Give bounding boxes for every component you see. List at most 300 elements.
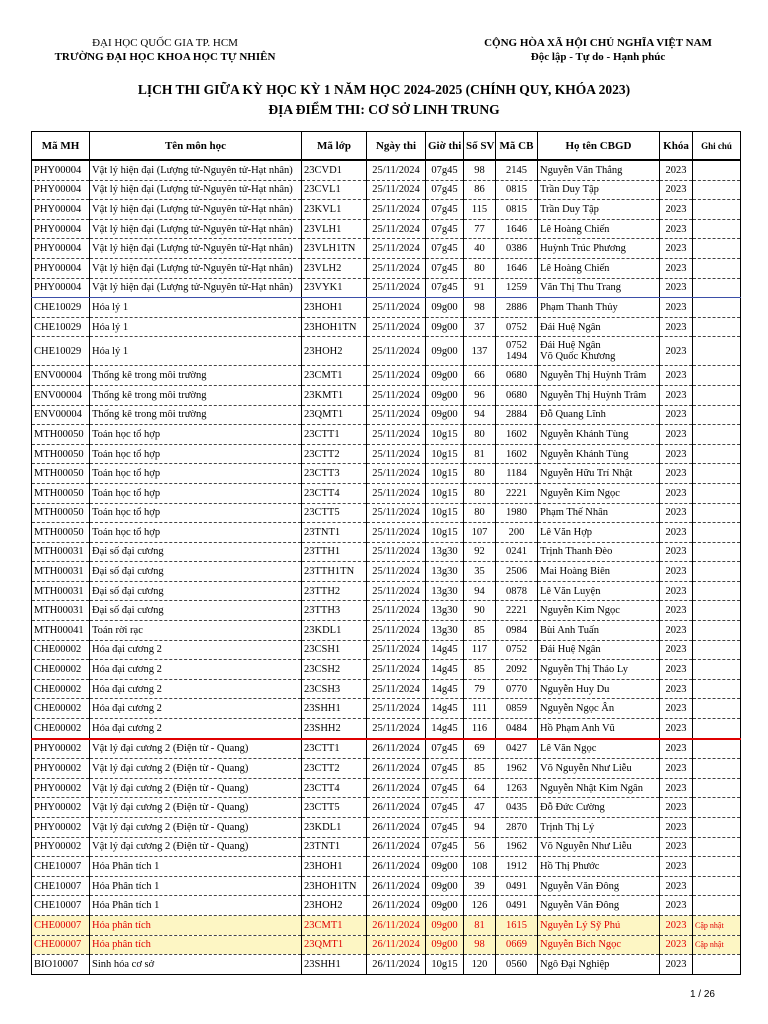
cell-staff-code: 0484 [496, 719, 538, 739]
cell-lecturer-name [538, 337, 660, 366]
cell-lecturer-name: Đỗ Quang Lĩnh [538, 405, 660, 425]
cell-exam-date: 26/11/2024 [367, 857, 426, 877]
cell-staff-code [496, 337, 538, 366]
table-row [32, 180, 741, 200]
cell-class-code: 23CTT3 [302, 464, 367, 484]
cell-exam-date: 26/11/2024 [367, 759, 426, 779]
table-row [32, 503, 741, 523]
cell-exam-date: 25/11/2024 [367, 425, 426, 445]
cell-note [693, 258, 741, 278]
cell-note [693, 542, 741, 562]
cell-exam-time: 10g15 [426, 523, 464, 543]
table-row [32, 778, 741, 798]
cell-exam-date: 25/11/2024 [367, 239, 426, 259]
cell-lecturer-name: Nguyễn Kim Ngọc [538, 483, 660, 503]
column-header-class-code: Mã lớp [302, 132, 367, 161]
cell-class-code: 23CTT5 [302, 798, 367, 818]
cell-class-code: 23CSH1 [302, 640, 367, 660]
table-row [32, 837, 741, 857]
table-row [32, 679, 741, 699]
table-row [32, 425, 741, 445]
cell-exam-date: 26/11/2024 [367, 837, 426, 857]
cell-cohort: 2023 [660, 798, 693, 818]
cell-class-code: 23KMT1 [302, 385, 367, 405]
table-row [32, 581, 741, 601]
cell-staff-code: 0815 [496, 200, 538, 220]
cell-exam-time: 07g45 [426, 818, 464, 838]
cell-subject-code: PHY00004 [32, 219, 90, 239]
cell-subject-name: Vật lý hiện đại (Lượng tử-Nguyên tử-Hạt nhân) [90, 239, 302, 259]
country-name: CỘNG HÒA XÃ HỘI CHỦ NGHĨA VIỆT NAM [484, 37, 712, 49]
cell-lecturer-name: Nguyễn Văn Đông [538, 876, 660, 896]
cell-subject-code: MTH00031 [32, 542, 90, 562]
cell-cohort: 2023 [660, 778, 693, 798]
cell-student-count: 80 [464, 483, 496, 503]
cell-exam-date: 25/11/2024 [367, 699, 426, 719]
cell-cohort: 2023 [660, 337, 693, 366]
cell-class-code: 23CMT1 [302, 366, 367, 386]
column-header-cohort: Khóa [660, 132, 693, 161]
table-row [32, 483, 741, 503]
cell-staff-code: 1184 [496, 464, 538, 484]
cell-lecturer-name: Phạm Thanh Thủy [538, 298, 660, 318]
cell-cohort: 2023 [660, 405, 693, 425]
cell-subject-name: Vật lý đại cương 2 (Điện từ - Quang) [90, 739, 302, 759]
cell-class-code: 23KDL1 [302, 818, 367, 838]
cell-exam-time: 07g45 [426, 239, 464, 259]
cell-note [693, 200, 741, 220]
cell-staff-code: 1962 [496, 837, 538, 857]
cell-subject-code: ENV00004 [32, 385, 90, 405]
cell-staff-code: 0241 [496, 542, 538, 562]
cell-subject-name: Hóa đại cương 2 [90, 640, 302, 660]
cell-subject-code: PHY00004 [32, 278, 90, 298]
cell-note [693, 581, 741, 601]
cell-student-count: 116 [464, 719, 496, 739]
cell-subject-code: MTH00050 [32, 444, 90, 464]
cell-subject-code: PHY00002 [32, 818, 90, 838]
cell-class-code: 23HOH2 [302, 896, 367, 916]
cell-subject-code: BIO10007 [32, 955, 90, 975]
cell-lecturer-name: Phạm Thế Nhân [538, 503, 660, 523]
table-row [32, 601, 741, 621]
cell-lecturer-name: Trần Duy Tập [538, 180, 660, 200]
cell-note [693, 385, 741, 405]
cell-class-code: 23SHH2 [302, 719, 367, 739]
cell-lecturer-name: Huỳnh Trúc Phương [538, 239, 660, 259]
cell-exam-time: 13g30 [426, 621, 464, 641]
cell-note [693, 739, 741, 759]
cell-exam-time: 07g45 [426, 759, 464, 779]
cell-exam-date: 25/11/2024 [367, 160, 426, 180]
cell-exam-date: 26/11/2024 [367, 896, 426, 916]
cell-subject-code: CHE00007 [32, 915, 90, 935]
cell-student-count: 117 [464, 640, 496, 660]
cell-exam-date: 25/11/2024 [367, 483, 426, 503]
table-row [32, 621, 741, 641]
cell-lecturer-name: Lê Văn Ngọc [538, 739, 660, 759]
cell-note [693, 837, 741, 857]
cell-subject-name: Toán học tổ hợp [90, 444, 302, 464]
cell-class-code: 23VLH1 [302, 219, 367, 239]
cell-subject-code: PHY00002 [32, 778, 90, 798]
cell-lecturer-name: Mai Hoàng Biên [538, 562, 660, 582]
cell-exam-date: 25/11/2024 [367, 601, 426, 621]
cell-exam-time: 13g30 [426, 562, 464, 582]
table-row [32, 818, 741, 838]
cell-lecturer-name: Lê Văn Hợp [538, 523, 660, 543]
cell-class-code: 23CMT1 [302, 915, 367, 935]
cell-staff-code: 1602 [496, 444, 538, 464]
table-row [32, 258, 741, 278]
table-row [32, 523, 741, 543]
cell-note [693, 444, 741, 464]
table-row [32, 200, 741, 220]
column-header-exam-date: Ngày thi [367, 132, 426, 161]
cell-student-count: 94 [464, 581, 496, 601]
cell-lecturer-name: Trịnh Thị Lý [538, 818, 660, 838]
cell-staff-code: 1646 [496, 258, 538, 278]
cell-exam-date: 25/11/2024 [367, 258, 426, 278]
cell-line: 1494 [506, 351, 527, 363]
cell-staff-code: 2870 [496, 818, 538, 838]
cell-lecturer-name: Nguyễn Huy Du [538, 679, 660, 699]
cell-exam-time: 09g00 [426, 915, 464, 935]
cell-lecturer-name: Đỗ Đức Cường [538, 798, 660, 818]
cell-note [693, 298, 741, 318]
cell-class-code: 23HOH2 [302, 337, 367, 366]
cell-cohort: 2023 [660, 876, 693, 896]
cell-note [693, 719, 741, 739]
cell-note [693, 219, 741, 239]
cell-cohort: 2023 [660, 258, 693, 278]
cell-subject-code: MTH00031 [32, 562, 90, 582]
cell-subject-name: Đại số đại cương [90, 542, 302, 562]
cell-subject-code: CHE00002 [32, 719, 90, 739]
cell-lecturer-name: Bùi Anh Tuấn [538, 621, 660, 641]
cell-staff-code: 0435 [496, 798, 538, 818]
cell-student-count: 91 [464, 278, 496, 298]
cell-cohort: 2023 [660, 444, 693, 464]
cell-exam-time: 14g45 [426, 719, 464, 739]
cell-exam-time: 13g30 [426, 542, 464, 562]
cell-exam-date: 25/11/2024 [367, 219, 426, 239]
table-row [32, 385, 741, 405]
cell-student-count: 85 [464, 759, 496, 779]
cell-exam-time: 09g00 [426, 317, 464, 337]
table-row [32, 405, 741, 425]
cell-student-count: 80 [464, 464, 496, 484]
cell-class-code: 23CTT1 [302, 739, 367, 759]
cell-student-count: 64 [464, 778, 496, 798]
cell-lecturer-name: Hồ Thị Phước [538, 857, 660, 877]
cell-subject-name: Hóa phân tích [90, 915, 302, 935]
cell-staff-code: 0680 [496, 385, 538, 405]
cell-exam-time: 07g45 [426, 278, 464, 298]
cell-lecturer-name: Nguyễn Văn Thắng [538, 160, 660, 180]
cell-note: Cập nhật [693, 915, 741, 935]
cell-exam-time: 10g15 [426, 444, 464, 464]
cell-subject-code: PHY00004 [32, 160, 90, 180]
cell-student-count: 81 [464, 915, 496, 935]
cell-staff-code: 2092 [496, 660, 538, 680]
cell-lecturer-name: Lê Hoàng Chiến [538, 258, 660, 278]
cell-staff-code: 0386 [496, 239, 538, 259]
cell-cohort: 2023 [660, 857, 693, 877]
cell-cohort: 2023 [660, 739, 693, 759]
cell-subject-code: CHE00002 [32, 640, 90, 660]
cell-subject-code: CHE10029 [32, 337, 90, 366]
cell-lecturer-name: Nguyễn Lý Sỹ Phú [538, 915, 660, 935]
cell-cohort: 2023 [660, 385, 693, 405]
cell-exam-time: 07g45 [426, 258, 464, 278]
cell-lecturer-name: Nguyễn Ngọc Ân [538, 699, 660, 719]
cell-class-code: 23TTH1 [302, 542, 367, 562]
table-row [32, 896, 741, 916]
cell-cohort: 2023 [660, 915, 693, 935]
cell-student-count: 94 [464, 405, 496, 425]
cell-exam-time: 14g45 [426, 699, 464, 719]
cell-note [693, 857, 741, 877]
cell-cohort: 2023 [660, 640, 693, 660]
cell-class-code: 23CTT5 [302, 503, 367, 523]
cell-staff-code: 0859 [496, 699, 538, 719]
table-row [32, 464, 741, 484]
cell-exam-time: 09g00 [426, 385, 464, 405]
title-line-2: ĐỊA ĐIỂM THI: CƠ SỞ LINH TRUNG [268, 102, 500, 117]
cell-staff-code: 1263 [496, 778, 538, 798]
cell-note [693, 896, 741, 916]
cell-exam-time: 09g00 [426, 857, 464, 877]
cell-student-count: 98 [464, 160, 496, 180]
cell-subject-code: CHE10029 [32, 317, 90, 337]
cell-note [693, 425, 741, 445]
cell-student-count: 98 [464, 298, 496, 318]
cell-subject-name: Đại số đại cương [90, 581, 302, 601]
cell-exam-date: 25/11/2024 [367, 562, 426, 582]
cell-subject-code: CHE10007 [32, 876, 90, 896]
cell-student-count: 85 [464, 621, 496, 641]
cell-exam-date: 25/11/2024 [367, 621, 426, 641]
cell-note [693, 337, 741, 366]
cell-cohort: 2023 [660, 483, 693, 503]
cell-staff-code: 0752 [496, 640, 538, 660]
cell-subject-code: CHE10007 [32, 896, 90, 916]
cell-student-count: 81 [464, 444, 496, 464]
table-row [32, 317, 741, 337]
column-header-note: Ghi chú [693, 132, 741, 161]
cell-student-count: 115 [464, 200, 496, 220]
cell-class-code: 23HOH1TN [302, 876, 367, 896]
cell-subject-name: Vật lý hiện đại (Lượng tử-Nguyên tử-Hạt nhân) [90, 278, 302, 298]
cell-exam-date: 26/11/2024 [367, 778, 426, 798]
cell-student-count: 35 [464, 562, 496, 582]
cell-exam-time: 09g00 [426, 337, 464, 366]
cell-class-code: 23TNT1 [302, 837, 367, 857]
cell-cohort: 2023 [660, 160, 693, 180]
cell-staff-code: 1646 [496, 219, 538, 239]
cell-subject-name: Hóa lý 1 [90, 337, 302, 366]
cell-staff-code: 200 [496, 523, 538, 543]
cell-exam-time: 09g00 [426, 876, 464, 896]
cell-class-code: 23VYK1 [302, 278, 367, 298]
page-number: 1 / 26 [689, 989, 715, 1000]
cell-exam-time: 10g15 [426, 425, 464, 445]
cell-note [693, 876, 741, 896]
cell-cohort: 2023 [660, 239, 693, 259]
cell-staff-code: 0752 [496, 317, 538, 337]
cell-subject-name: Đại số đại cương [90, 562, 302, 582]
cell-student-count: 80 [464, 503, 496, 523]
cell-note [693, 366, 741, 386]
cell-student-count: 126 [464, 896, 496, 916]
table-row [32, 278, 741, 298]
cell-note [693, 464, 741, 484]
cell-exam-time: 09g00 [426, 298, 464, 318]
table-header-row [32, 132, 741, 161]
cell-lecturer-name: Lê Hoàng Chiến [538, 219, 660, 239]
cell-cohort: 2023 [660, 601, 693, 621]
cell-subject-name: Vật lý đại cương 2 (Điện từ - Quang) [90, 798, 302, 818]
cell-subject-code: MTH00031 [32, 581, 90, 601]
cell-subject-code: ENV00004 [32, 366, 90, 386]
cell-staff-code: 2145 [496, 160, 538, 180]
cell-lecturer-name: Võ Nguyễn Như Liễu [538, 759, 660, 779]
cell-class-code: 23QMT1 [302, 935, 367, 955]
cell-exam-date: 25/11/2024 [367, 719, 426, 739]
cell-exam-time: 09g00 [426, 366, 464, 386]
table-row [32, 798, 741, 818]
cell-subject-code: MTH00050 [32, 523, 90, 543]
cell-exam-date: 25/11/2024 [367, 298, 426, 318]
cell-student-count: 77 [464, 219, 496, 239]
cell-exam-time: 07g45 [426, 200, 464, 220]
cell-lecturer-name: Trần Duy Tập [538, 200, 660, 220]
cell-note [693, 699, 741, 719]
cell-note [693, 483, 741, 503]
table-body [32, 160, 741, 974]
exam-schedule-table [31, 131, 741, 975]
cell-exam-time: 07g45 [426, 798, 464, 818]
table-row [32, 739, 741, 759]
cell-subject-code: CHE10029 [32, 298, 90, 318]
table-row [32, 699, 741, 719]
cell-subject-code: CHE10007 [32, 857, 90, 877]
cell-staff-code: 1602 [496, 425, 538, 445]
cell-exam-date: 25/11/2024 [367, 464, 426, 484]
cell-subject-code: CHE00002 [32, 699, 90, 719]
cell-subject-code: PHY00004 [32, 200, 90, 220]
cell-subject-code: MTH00050 [32, 483, 90, 503]
cell-subject-name: Toán rời rạc [90, 621, 302, 641]
cell-cohort: 2023 [660, 955, 693, 975]
cell-class-code: 23HOH1 [302, 857, 367, 877]
cell-lecturer-name: Nguyễn Bích Ngọc [538, 935, 660, 955]
cell-cohort: 2023 [660, 366, 693, 386]
cell-class-code: 23CTT4 [302, 778, 367, 798]
cell-subject-name: Toán học tổ hợp [90, 523, 302, 543]
cell-subject-code: PHY00004 [32, 180, 90, 200]
cell-exam-time: 10g15 [426, 483, 464, 503]
cell-class-code: 23HOH1 [302, 298, 367, 318]
cell-cohort: 2023 [660, 837, 693, 857]
cell-line: Đái Huệ Ngân [540, 340, 601, 352]
table-row [32, 160, 741, 180]
cell-note [693, 621, 741, 641]
cell-exam-date: 25/11/2024 [367, 444, 426, 464]
cell-exam-date: 25/11/2024 [367, 366, 426, 386]
cell-exam-date: 25/11/2024 [367, 405, 426, 425]
cell-staff-code: 1615 [496, 915, 538, 935]
cell-class-code: 23HOH1TN [302, 317, 367, 337]
cell-lecturer-name: Đái Huệ Ngân [538, 640, 660, 660]
cell-exam-date: 26/11/2024 [367, 935, 426, 955]
cell-subject-name: Hóa Phân tích 1 [90, 896, 302, 916]
cell-staff-code: 0491 [496, 896, 538, 916]
cell-class-code: 23CTT4 [302, 483, 367, 503]
cell-cohort: 2023 [660, 759, 693, 779]
cell-class-code: 23TTH1TN [302, 562, 367, 582]
cell-student-count: 94 [464, 818, 496, 838]
cell-subject-code: PHY00002 [32, 837, 90, 857]
cell-lecturer-name: Văn Thị Thu Trang [538, 278, 660, 298]
cell-class-code: 23CTT2 [302, 444, 367, 464]
cell-student-count: 96 [464, 385, 496, 405]
cell-cohort: 2023 [660, 298, 693, 318]
cell-student-count: 80 [464, 258, 496, 278]
table-row [32, 219, 741, 239]
cell-exam-time: 09g00 [426, 896, 464, 916]
cell-note [693, 601, 741, 621]
cell-subject-name: Hóa lý 1 [90, 317, 302, 337]
cell-subject-code: MTH00050 [32, 425, 90, 445]
cell-exam-date: 25/11/2024 [367, 337, 426, 366]
cell-exam-time: 07g45 [426, 778, 464, 798]
cell-exam-date: 26/11/2024 [367, 798, 426, 818]
cell-student-count: 66 [464, 366, 496, 386]
cell-lecturer-name: Lê Văn Luyện [538, 581, 660, 601]
cell-cohort: 2023 [660, 180, 693, 200]
cell-subject-name: Hóa đại cương 2 [90, 679, 302, 699]
cell-note [693, 798, 741, 818]
cell-subject-code: CHE00002 [32, 660, 90, 680]
cell-exam-date: 25/11/2024 [367, 278, 426, 298]
cell-note [693, 503, 741, 523]
cell-cohort: 2023 [660, 562, 693, 582]
cell-cohort: 2023 [660, 699, 693, 719]
cell-staff-code: 2884 [496, 405, 538, 425]
table-row [32, 660, 741, 680]
cell-student-count: 137 [464, 337, 496, 366]
cell-class-code: 23VLH1TN [302, 239, 367, 259]
cell-subject-name: Hóa đại cương 2 [90, 719, 302, 739]
cell-class-code: 23CTT1 [302, 425, 367, 445]
cell-class-code: 23CSH3 [302, 679, 367, 699]
cell-staff-code: 2506 [496, 562, 538, 582]
cell-cohort: 2023 [660, 542, 693, 562]
cell-class-code: 23CSH2 [302, 660, 367, 680]
cell-class-code: 23SHH1 [302, 699, 367, 719]
cell-note [693, 640, 741, 660]
table-row [32, 640, 741, 660]
cell-subject-code: PHY00004 [32, 239, 90, 259]
cell-exam-date: 26/11/2024 [367, 739, 426, 759]
cell-class-code: 23QMT1 [302, 405, 367, 425]
cell-subject-name: Vật lý đại cương 2 (Điện từ - Quang) [90, 818, 302, 838]
university-name: ĐẠI HỌC QUỐC GIA TP. HCM [92, 37, 238, 49]
cell-lecturer-name: Nguyễn Khánh Tùng [538, 444, 660, 464]
cell-class-code: 23VLH2 [302, 258, 367, 278]
